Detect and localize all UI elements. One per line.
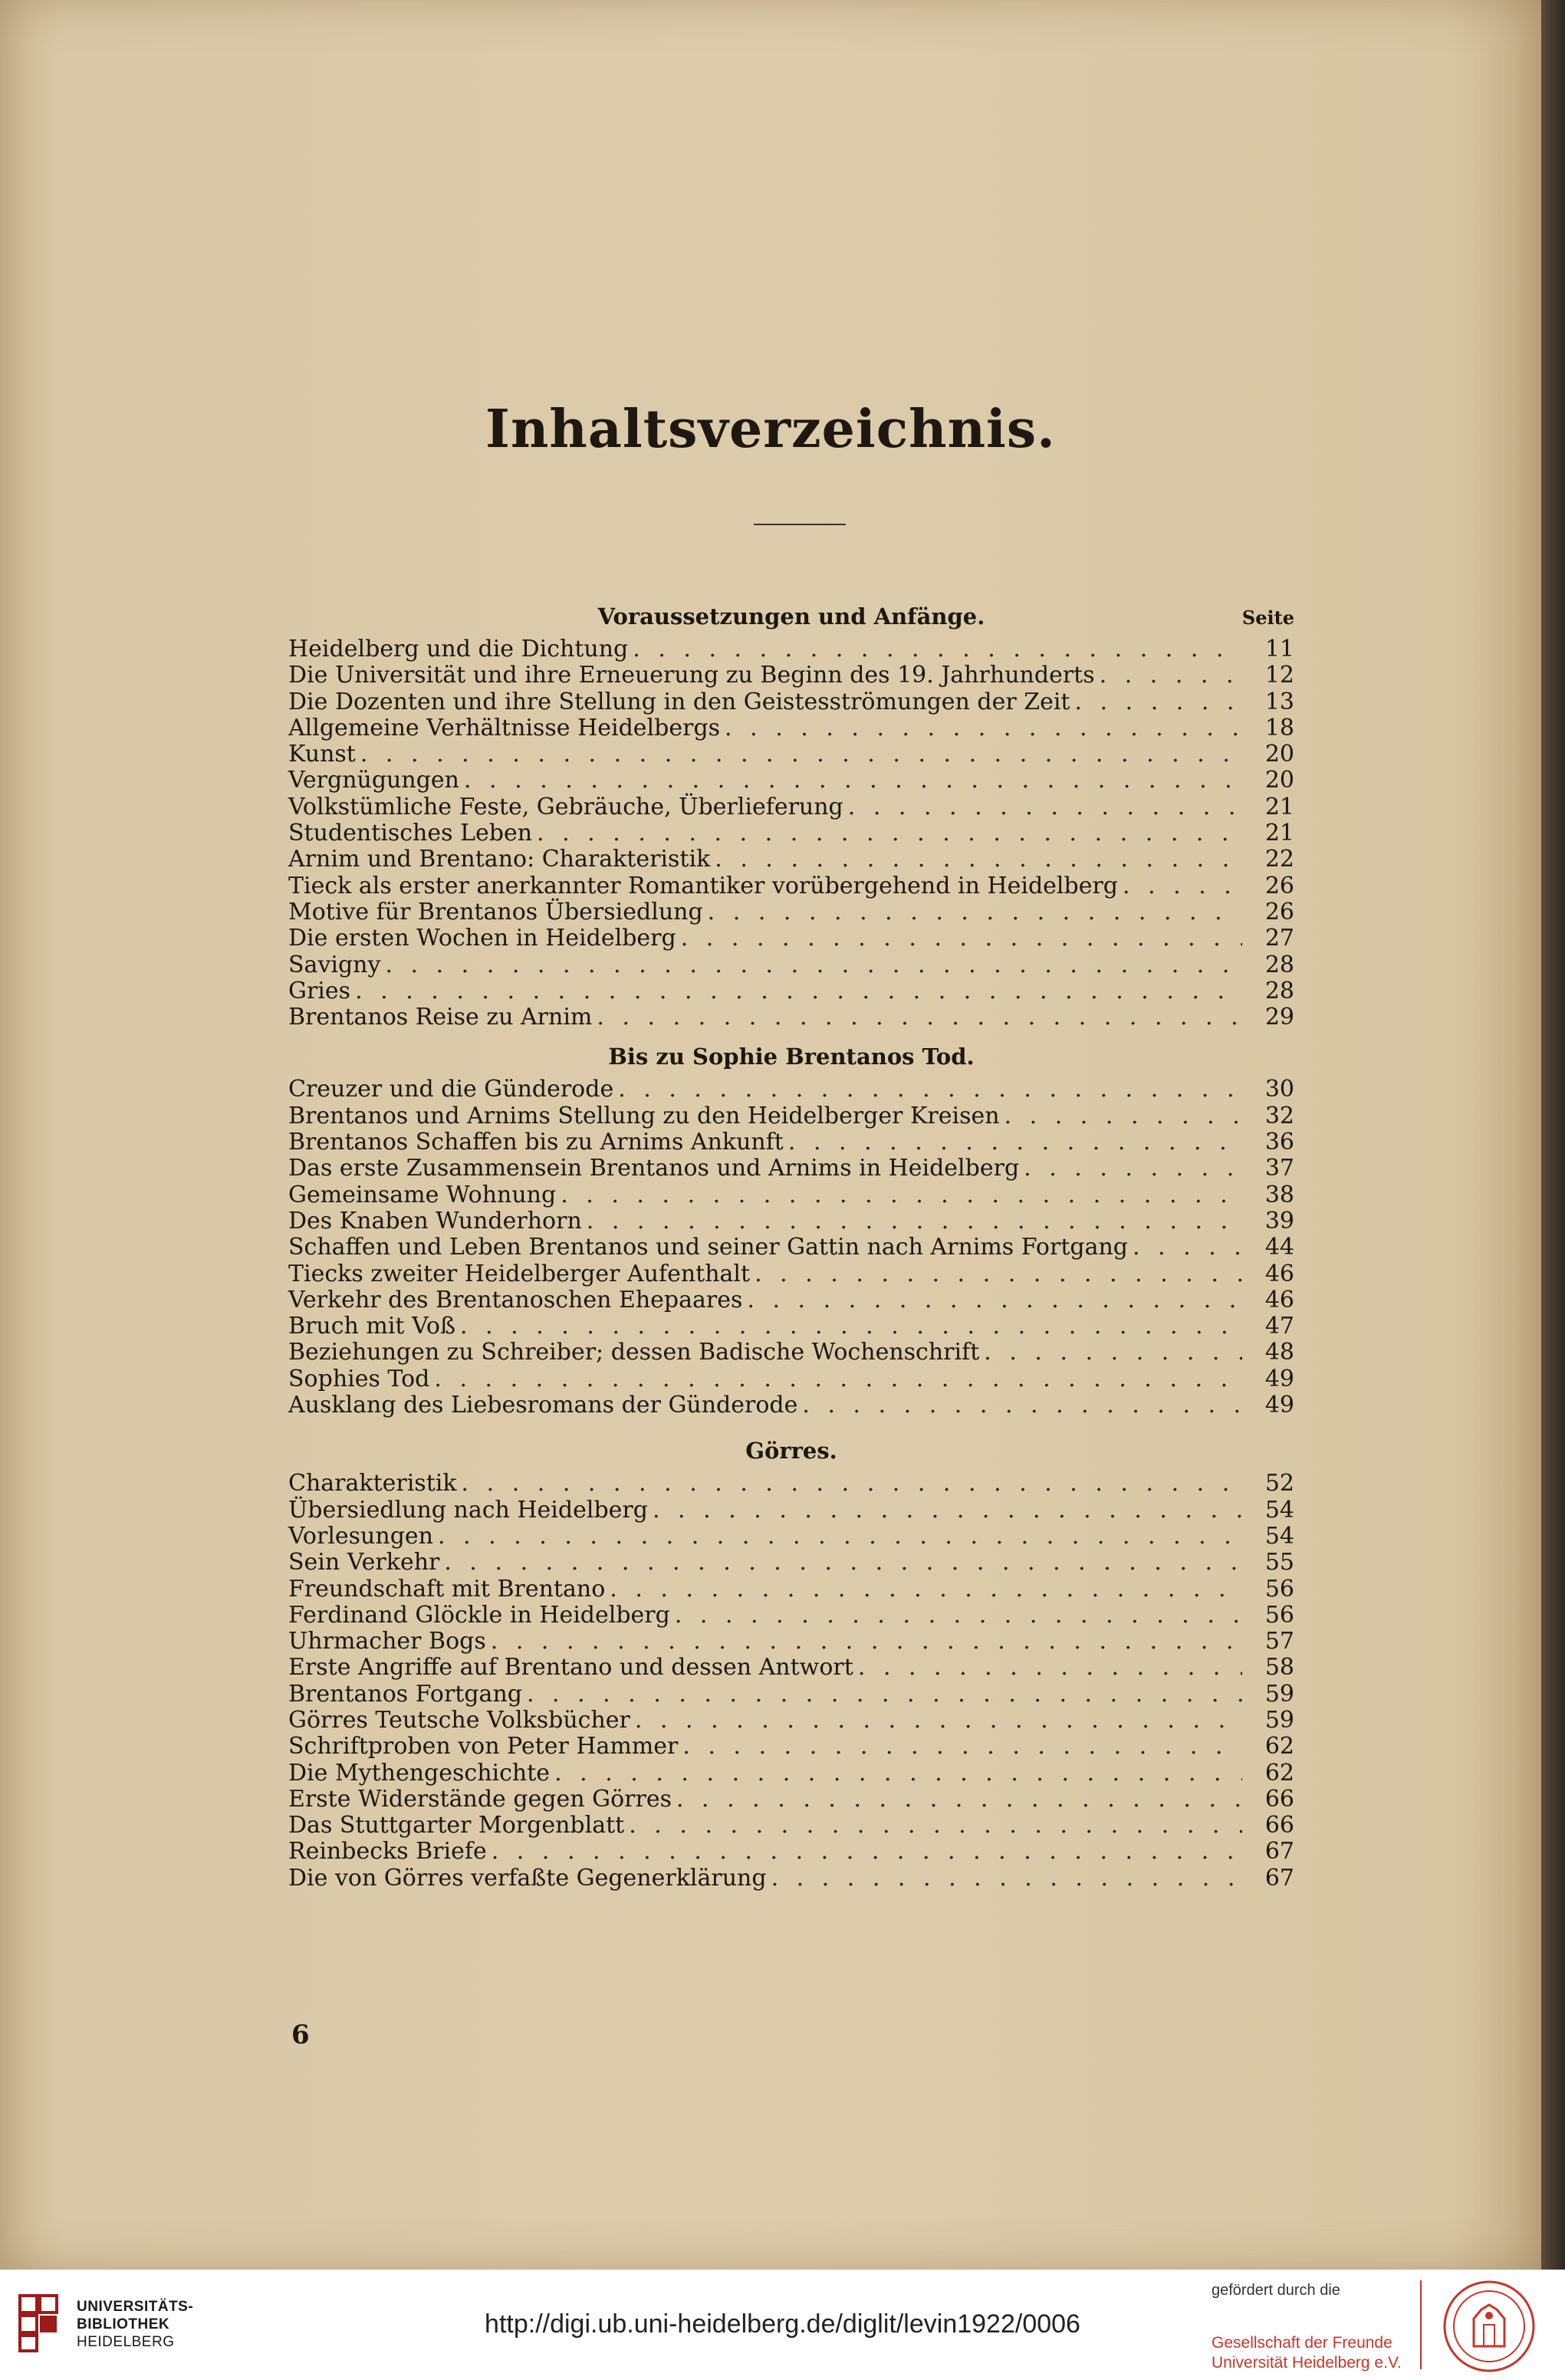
footer-divider xyxy=(1420,2280,1422,2369)
toc-entry-page: 66 xyxy=(1264,1812,1294,1839)
toc-entry-page: 62 xyxy=(1264,1733,1294,1760)
toc-entry-page: 37 xyxy=(1264,1155,1294,1182)
leader-dots xyxy=(561,1182,1242,1208)
toc-entry-page: 49 xyxy=(1264,1365,1294,1392)
toc-entry-title: Ferdinand Glöckle in Heidelberg xyxy=(288,1601,670,1629)
toc-entry-title: Die Mythengeschichte xyxy=(288,1759,551,1787)
toc-entry xyxy=(288,899,1294,925)
leader-dots xyxy=(434,1366,1242,1392)
library-name-line2: BIBLIOTHEK xyxy=(77,2316,170,2332)
toc-entry-page: 49 xyxy=(1264,1392,1294,1419)
toc-entry-page: 39 xyxy=(1264,1207,1294,1234)
toc-entry-title: Brentanos Schaffen bis zu Arnims Ankunft xyxy=(288,1129,784,1156)
toc-entry-page: 67 xyxy=(1264,1864,1294,1892)
toc-entry-page: 57 xyxy=(1264,1628,1294,1655)
section-heading-text: Bis zu Sophie Brentanos Tod. xyxy=(608,1044,975,1070)
toc-entry-title: Arnim und Brentano: Charakteristik xyxy=(288,846,711,873)
leader-dots xyxy=(676,1787,1242,1813)
toc-entry-title: Reinbecks Briefe xyxy=(288,1838,487,1866)
toc-entry-title: Freundschaft mit Brentano xyxy=(288,1575,606,1603)
toc-entry-page: 62 xyxy=(1264,1759,1294,1787)
toc-entry xyxy=(288,768,1294,794)
toc-entry-title: Savigny xyxy=(288,951,381,978)
leader-dots xyxy=(527,1681,1242,1708)
leader-dots xyxy=(682,1734,1242,1760)
leader-dots xyxy=(675,1603,1242,1629)
toc-entry-title: Tieck als erster anerkannter Romantiker vorübergehend in Heidelberg xyxy=(288,872,1119,899)
toc-entry-page: 28 xyxy=(1264,977,1294,1004)
toc-entry-page: 30 xyxy=(1264,1076,1294,1103)
section-heading-text: Görres. xyxy=(745,1438,837,1464)
toc-entry-page: 47 xyxy=(1264,1313,1294,1340)
toc-entry-title: Görres Teutsche Volksbücher xyxy=(288,1706,630,1734)
toc-entry-title: Ausklang des Liebesromans der Günderode xyxy=(288,1392,798,1419)
toc-entry xyxy=(288,715,1294,741)
leader-dots xyxy=(610,1576,1242,1603)
title-divider xyxy=(754,524,846,525)
toc-entry xyxy=(288,978,1294,1004)
toc-entry-title: Bruch mit Voß xyxy=(288,1313,456,1340)
leader-dots xyxy=(715,846,1242,873)
toc-entry xyxy=(288,1103,1294,1129)
toc-entry-title: Die von Görres verfaßte Gegenerklärung xyxy=(288,1864,767,1892)
toc-entry xyxy=(288,636,1294,662)
toc-entry-page: 46 xyxy=(1264,1260,1294,1287)
leader-dots xyxy=(438,1524,1242,1550)
toc-entry-title: Gemeinsame Wohnung xyxy=(288,1181,557,1208)
toc-entry-page: 38 xyxy=(1264,1181,1294,1208)
section-heading xyxy=(288,597,1294,636)
toc-entry xyxy=(288,1392,1294,1418)
toc-entry-page: 54 xyxy=(1264,1522,1294,1550)
toc-entry xyxy=(288,1340,1294,1366)
page-number: 6 xyxy=(291,2020,310,2050)
toc-entry xyxy=(288,1866,1294,1892)
leader-dots xyxy=(653,1497,1242,1524)
section-heading-text: Voraussetzungen und Anfänge. xyxy=(597,603,985,630)
toc-entry-page: 29 xyxy=(1264,1004,1294,1031)
toc-entry-page: 59 xyxy=(1264,1706,1294,1734)
society-name-line1: Gesellschaft der Freunde xyxy=(1212,2334,1392,2352)
toc-entry-page: 66 xyxy=(1264,1785,1294,1813)
toc-entry-title: Charakteristik xyxy=(288,1470,457,1497)
toc-entry-page: 55 xyxy=(1264,1549,1294,1576)
leader-dots xyxy=(1123,873,1242,899)
toc-entry xyxy=(288,1839,1294,1865)
toc-entry xyxy=(288,1497,1294,1524)
digitization-footer xyxy=(0,2270,1565,2380)
leader-dots xyxy=(444,1550,1242,1576)
toc-entry-title: Heidelberg und die Dichtung xyxy=(288,636,629,662)
toc-entry-title: Schriftproben von Peter Hammer xyxy=(288,1733,679,1760)
toc-entry xyxy=(288,1366,1294,1392)
toc-entry xyxy=(288,1787,1294,1813)
leader-dots xyxy=(629,1813,1242,1839)
toc-entry-page: 26 xyxy=(1264,898,1294,925)
leader-dots xyxy=(491,1629,1242,1655)
leader-dots xyxy=(587,1208,1242,1234)
table-of-contents xyxy=(288,597,1294,1892)
toc-entry xyxy=(288,1004,1294,1031)
toc-entry xyxy=(288,741,1294,768)
toc-entry xyxy=(288,846,1294,873)
leader-dots xyxy=(771,1866,1242,1892)
leader-dots xyxy=(1133,1234,1242,1261)
leader-dots xyxy=(554,1760,1242,1787)
library-name-line3: HEIDELBERG xyxy=(77,2334,175,2350)
toc-entry-page: 21 xyxy=(1264,793,1294,820)
toc-entry xyxy=(288,662,1294,689)
toc-entry-title: Erste Angriffe auf Brentano und dessen Antwort xyxy=(288,1654,853,1681)
toc-entry-page: 21 xyxy=(1264,820,1294,847)
toc-entry-title: Schaffen und Leben Brentanos und seiner Gattin nach Arnims Fortgang xyxy=(288,1234,1128,1261)
toc-entry-page: 26 xyxy=(1264,872,1294,899)
leader-dots xyxy=(597,1004,1242,1031)
toc-entry-page: 22 xyxy=(1264,846,1294,873)
toc-entry-page: 36 xyxy=(1264,1129,1294,1156)
toc-entry xyxy=(288,1760,1294,1787)
toc-entry-title: Beziehungen zu Schreiber; dessen Badische Wochenschrift xyxy=(288,1339,980,1366)
toc-entry-page: 52 xyxy=(1264,1470,1294,1497)
toc-entry xyxy=(288,1550,1294,1576)
toc-entry-page: 46 xyxy=(1264,1286,1294,1313)
toc-entry-page: 18 xyxy=(1264,714,1294,741)
toc-entry-title: Brentanos Reise zu Arnim xyxy=(288,1004,593,1031)
toc-entry-page: 56 xyxy=(1264,1601,1294,1629)
toc-entry xyxy=(288,689,1294,715)
toc-entry-title: Motive für Brentanos Übersiedlung xyxy=(288,898,703,925)
toc-entry-title: Sophies Tod xyxy=(288,1365,430,1392)
toc-entry xyxy=(288,1524,1294,1550)
leader-dots xyxy=(618,1077,1242,1103)
toc-entry xyxy=(288,925,1294,952)
toc-entry xyxy=(288,1813,1294,1839)
toc-entry xyxy=(288,1629,1294,1655)
leader-dots xyxy=(635,1708,1242,1734)
toc-entry-page: 13 xyxy=(1264,688,1294,715)
toc-entry xyxy=(288,1313,1294,1340)
toc-entry-page: 56 xyxy=(1264,1575,1294,1603)
leader-dots xyxy=(802,1392,1242,1418)
toc-entry xyxy=(288,1129,1294,1155)
toc-entry xyxy=(288,1287,1294,1313)
toc-entry xyxy=(288,1182,1294,1208)
leader-dots xyxy=(360,741,1242,768)
toc-entry xyxy=(288,1734,1294,1760)
university-seal-icon xyxy=(1442,2279,1537,2374)
toc-entry-title: Tiecks zweiter Heidelberger Aufenthalt xyxy=(288,1260,751,1287)
toc-entry xyxy=(288,1708,1294,1734)
leader-dots xyxy=(355,978,1242,1004)
leader-dots xyxy=(848,794,1242,820)
toc-entry-page: 58 xyxy=(1264,1654,1294,1681)
toc-entry xyxy=(288,952,1294,978)
toc-entry-title: Übersiedlung nach Heidelberg xyxy=(288,1496,648,1524)
toc-entry xyxy=(288,1681,1294,1708)
toc-entry-page: 12 xyxy=(1264,662,1294,689)
toc-entry xyxy=(288,794,1294,820)
leader-dots xyxy=(681,925,1242,952)
toc-entry-title: Allgemeine Verhältnisse Heidelbergs xyxy=(288,714,721,741)
leader-dots xyxy=(858,1655,1242,1681)
toc-entry-title: Creuzer und die Günderode xyxy=(288,1076,614,1103)
toc-entry-page: 28 xyxy=(1264,951,1294,978)
leader-dots xyxy=(462,1471,1242,1497)
toc-entry-title: Kunst xyxy=(288,741,356,768)
leader-dots xyxy=(747,1287,1242,1313)
leader-dots xyxy=(725,715,1242,741)
toc-entry-page: 11 xyxy=(1264,636,1294,662)
toc-entry-page: 32 xyxy=(1264,1102,1294,1129)
toc-entry-page: 67 xyxy=(1264,1838,1294,1866)
toc-entry-page: 20 xyxy=(1264,741,1294,768)
toc-entry xyxy=(288,1471,1294,1497)
toc-entry-page: 48 xyxy=(1264,1339,1294,1366)
permalink-url[interactable]: http://digi.ub.uni-heidelberg.de/diglit/levin1922/0006 xyxy=(485,2309,1080,2339)
toc-entry-title: Das Stuttgarter Morgenblatt xyxy=(288,1812,625,1839)
toc-entry-title: Brentanos und Arnims Stellung zu den Heidelberger Kreisen xyxy=(288,1102,1000,1129)
leader-dots xyxy=(1004,1103,1242,1129)
toc-entry-page: 20 xyxy=(1264,767,1294,794)
toc-entry-page: 54 xyxy=(1264,1496,1294,1524)
toc-entry-title: Die ersten Wochen in Heidelberg xyxy=(288,925,676,952)
leader-dots xyxy=(984,1340,1242,1366)
section-heading xyxy=(288,1037,1294,1077)
leader-dots xyxy=(460,1313,1242,1340)
section-heading xyxy=(288,1431,1294,1471)
toc-entry xyxy=(288,1655,1294,1681)
toc-entry-title: Des Knaben Wunderhorn xyxy=(288,1207,582,1234)
leader-dots xyxy=(708,899,1242,925)
toc-entry xyxy=(288,873,1294,899)
toc-entry-page: 27 xyxy=(1264,925,1294,952)
leader-dots xyxy=(788,1129,1242,1155)
page-title: Inhaltsverzeichnis. xyxy=(485,399,1056,460)
toc-entry-title: Die Universität und ihre Erneuerung zu Beginn des 19. Jahrhunderts xyxy=(288,662,1095,689)
toc-entry xyxy=(288,1234,1294,1261)
toc-entry-page: 44 xyxy=(1264,1234,1294,1261)
leader-dots xyxy=(1100,662,1242,689)
funded-by-label: gefördert durch die xyxy=(1212,2282,1340,2299)
leader-dots xyxy=(492,1839,1242,1865)
toc-entry-title: Das erste Zusammensein Brentanos und Arnims in Heidelberg xyxy=(288,1155,1020,1182)
toc-entry xyxy=(288,820,1294,846)
toc-entry-title: Uhrmacher Bogs xyxy=(288,1628,486,1655)
leader-dots xyxy=(1024,1155,1242,1182)
toc-entry xyxy=(288,1077,1294,1103)
leader-dots xyxy=(537,820,1242,846)
toc-entry-title: Gries xyxy=(288,977,351,1004)
society-name-line2: Universität Heidelberg e.V. xyxy=(1212,2354,1402,2372)
toc-entry xyxy=(288,1155,1294,1182)
page-column-label: Seite xyxy=(1241,607,1294,629)
leader-dots xyxy=(464,768,1242,794)
toc-entry-title: Verkehr des Brentanoschen Ehepaares xyxy=(288,1286,743,1313)
leader-dots xyxy=(633,636,1242,662)
toc-entry-page: 59 xyxy=(1264,1680,1294,1708)
toc-entry-title: Vergnügungen xyxy=(288,767,459,794)
toc-entry-title: Brentanos Fortgang xyxy=(288,1680,522,1708)
toc-entry xyxy=(288,1261,1294,1287)
library-name-line1: UNIVERSITÄTS- xyxy=(77,2299,194,2315)
leader-dots xyxy=(1075,689,1243,715)
page-edge xyxy=(1541,0,1565,2270)
toc-entry-title: Volkstümliche Feste, Gebräuche, Überlieferung xyxy=(288,793,843,820)
toc-entry xyxy=(288,1208,1294,1234)
leader-dots xyxy=(385,952,1242,978)
toc-entry xyxy=(288,1576,1294,1603)
toc-entry-title: Vorlesungen xyxy=(288,1522,433,1550)
toc-entry-title: Die Dozenten und ihre Stellung in den Geistesströmungen der Zeit xyxy=(288,688,1070,715)
toc-entry-title: Erste Widerstände gegen Görres xyxy=(288,1785,672,1813)
toc-entry-title: Sein Verkehr xyxy=(288,1549,440,1576)
toc-entry xyxy=(288,1603,1294,1629)
toc-entry-title: Studentisches Leben xyxy=(288,820,533,847)
leader-dots xyxy=(755,1261,1242,1287)
